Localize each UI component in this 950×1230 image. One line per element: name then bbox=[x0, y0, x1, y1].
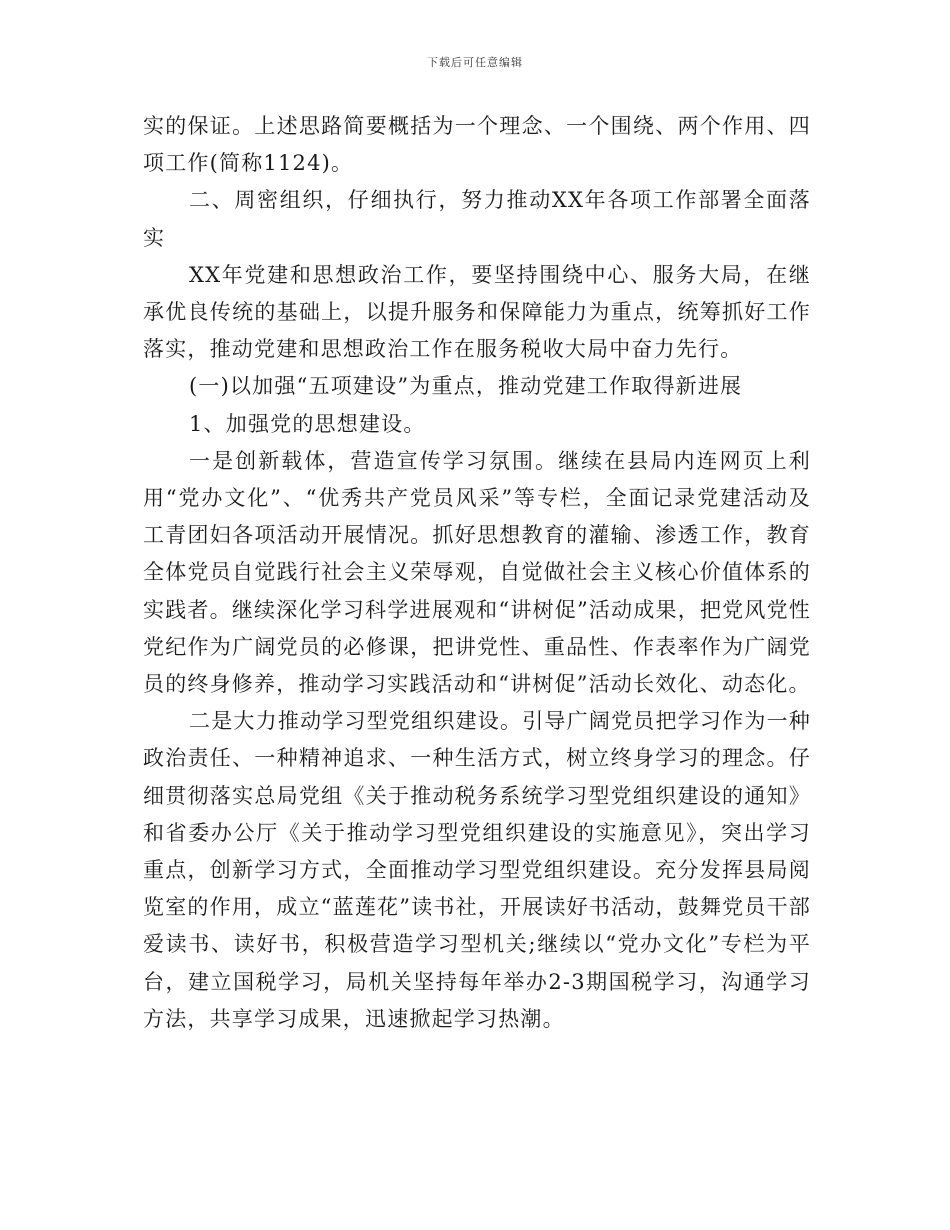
item-heading: 1、加强党的思想建设。 bbox=[189, 411, 426, 436]
paragraph-item-two: 二是大力推动学习型党组织建设。引导广阔党员把学习作为一种政治责任、一种精神追求、一种生活方式，树立终身学习的理念。仔细贯彻落实总局党组《关于推动税务系统学习型党组织建设的通知》和省委办公厅《关于推动学习型党组织建设的实施意见》，突出学习重点，创新学习方式，全面推动学习型党组织建设。充分发挥县局阅览室的作用，成立“蓝莲花”读书社，开展读好书活动，鼓舞党员干部爱读书、读好书，积极营造学习型机关;继续以“党办文化”专栏为平台，建立国税学习，局机关坚持每年举办2-3期国税学习，沟通学习方法，共享学习成果，迅速掀起学习热潮。 bbox=[143, 709, 811, 1031]
page-header: 下载后可任意编辑 bbox=[427, 56, 523, 69]
document-body bbox=[143, 108, 811, 1038]
section-heading: 二、周密组织，仔细执行，努力推动XX年各项工作部署全面落实 bbox=[143, 188, 811, 250]
subsection-heading: (一)以加强“五项建设”为重点，推动党建工作取得新进展 bbox=[189, 374, 743, 399]
paragraph-intro: XX年党建和思想政治工作，要坚持围绕中心、服务大局，在继承优良传统的基础上，以提升服务和保障能力为重点，统筹抓好工作落实，推动党建和思想政治工作在服务税收大局中奋力先行。 bbox=[143, 262, 811, 362]
paragraph-item-one: 一是创新载体，营造宣传学习氛围。继续在县局内连网页上利用“党办文化”、“优秀共产党员风采”等专栏，全面记录党建活动及工青团妇各项活动开展情况。抓好思想教育的灌输、渗透工作，教育全体党员自觉践行社会主义荣辱观，自觉做社会主义核心价值体系的实践者。继续深化学习科学进展观和“讲树促”活动成果，把党风党性党纪作为广阔党员的必修课，把讲党性、重品性、作表率作为广阔党员的终身修养，推动学习实践活动和“讲树促”活动长效化、动态化。 bbox=[143, 448, 811, 697]
paragraph-continuation: 实的保证。上述思路简要概括为一个理念、一个围绕、两个作用、四项工作(简称1124)。 bbox=[143, 114, 811, 176]
